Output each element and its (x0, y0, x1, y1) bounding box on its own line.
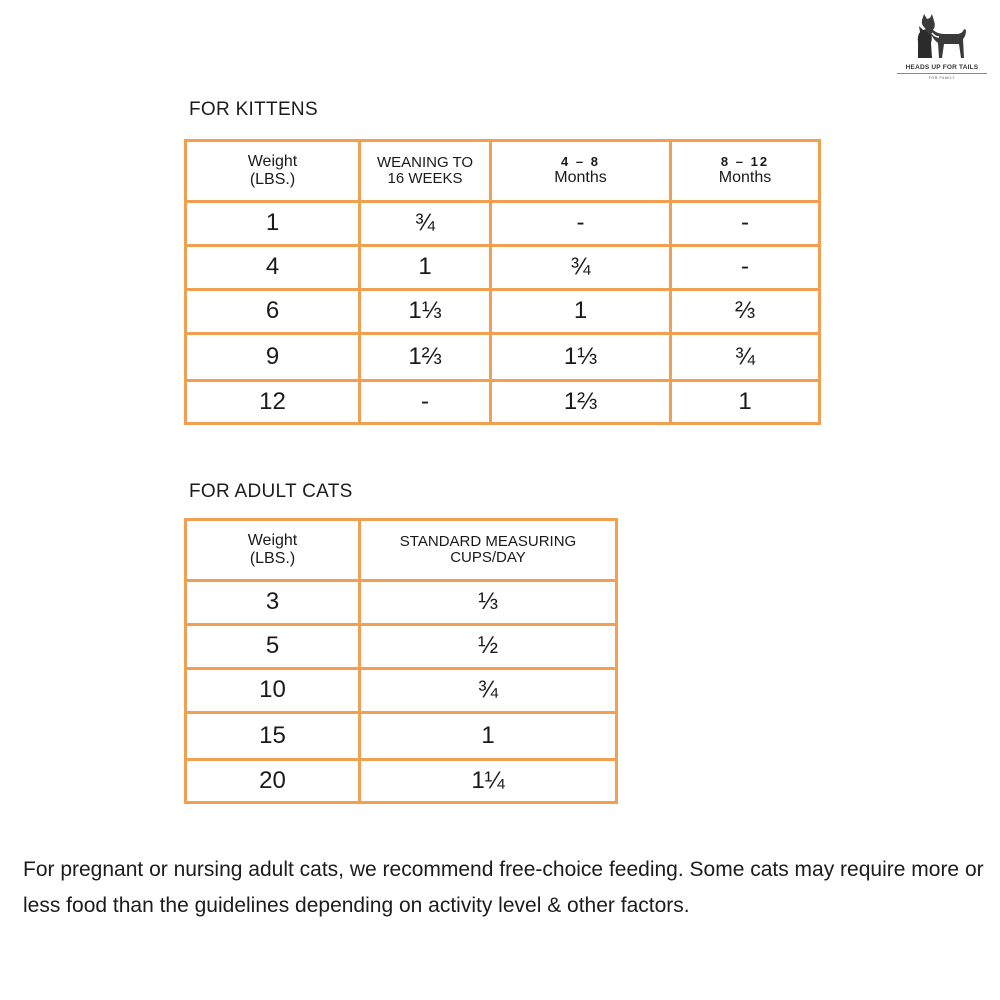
weight-cell: 9 (186, 334, 360, 381)
table-row (186, 202, 820, 246)
weight-cell: 4 (186, 246, 360, 290)
logo-brand-text: HEADS UP FOR TAILS (905, 64, 979, 71)
logo-tagline: FOR FAMILY (928, 76, 956, 80)
adult-weight-header (186, 520, 360, 581)
kittens-4-8-months-header (491, 141, 671, 202)
weaning-cell: - (360, 381, 491, 424)
age-range-label: 8 – 12 (720, 154, 770, 170)
weight-cell: 12 (186, 381, 360, 424)
weaning-cell: 1⅔ (360, 334, 491, 381)
weight-cell: 10 (186, 669, 360, 713)
kittens-section-title: FOR KITTENS (189, 99, 318, 120)
months-4-8-cell: 1⅓ (491, 334, 671, 381)
kittens-weaning-header (360, 141, 491, 202)
adult-cats-feeding-table (184, 518, 618, 804)
table-row (186, 713, 617, 760)
weight-label: Weight (247, 532, 298, 550)
table-row (186, 760, 617, 803)
kittens-feeding-table (184, 139, 821, 425)
dog-and-cat-silhouette-icon (908, 12, 976, 62)
months-4-8-cell: 1 (491, 290, 671, 334)
months-4-8-cell: ¾ (491, 246, 671, 290)
table-row (186, 625, 617, 669)
months-label: Months (554, 169, 607, 187)
logo-divider (897, 73, 987, 74)
weaning-label-line1: WEANING TO (376, 153, 474, 171)
table-row (186, 290, 820, 334)
weight-unit-label: (LBS.) (249, 550, 296, 567)
cups-cell: 1¼ (360, 760, 617, 803)
months-label: Months (718, 169, 772, 187)
table-row (186, 581, 617, 625)
table-row (186, 669, 617, 713)
weight-cell: 20 (186, 760, 360, 803)
cups-label-line2: CUPS/DAY (450, 549, 526, 566)
cups-cell: ¾ (360, 669, 617, 713)
weight-label: Weight (247, 153, 298, 171)
months-4-8-cell: 1⅔ (491, 381, 671, 424)
age-range-label: 4 – 8 (561, 154, 600, 170)
weight-cell: 15 (186, 713, 360, 760)
cups-per-day-header (360, 520, 617, 581)
months-8-12-cell: ⅔ (671, 290, 820, 334)
months-8-12-cell: 1 (671, 381, 820, 424)
adult-cats-section-title: FOR ADULT CATS (189, 481, 353, 502)
table-row (186, 381, 820, 424)
cups-label-line1: STANDARD MEASURING (399, 532, 577, 550)
table-row (186, 246, 820, 290)
weaning-label-line2: 16 WEEKS (387, 170, 463, 187)
weaning-cell: 1 (360, 246, 491, 290)
months-8-12-cell: - (671, 246, 820, 290)
weight-cell: 5 (186, 625, 360, 669)
cups-cell: ⅓ (360, 581, 617, 625)
kittens-8-12-months-header (671, 141, 820, 202)
table-row (186, 334, 820, 381)
months-4-8-cell: - (491, 202, 671, 246)
kittens-header-row (186, 141, 820, 202)
weaning-cell: 1⅓ (360, 290, 491, 334)
adult-header-row (186, 520, 617, 581)
weight-cell: 3 (186, 581, 360, 625)
brand-logo (894, 12, 990, 84)
feeding-guidelines-note: For pregnant or nursing adult cats, we recommend free-choice feeding. Some cats may require more or less food than the guidelines depending on activity level & other factors. (23, 858, 984, 917)
weight-unit-label: (LBS.) (249, 171, 296, 188)
months-8-12-cell: - (671, 202, 820, 246)
months-8-12-cell: ¾ (671, 334, 820, 381)
weight-cell: 1 (186, 202, 360, 246)
weight-cell: 6 (186, 290, 360, 334)
cups-cell: ½ (360, 625, 617, 669)
cups-cell: 1 (360, 713, 617, 760)
kittens-weight-header (186, 141, 360, 202)
weaning-cell: ¾ (360, 202, 491, 246)
